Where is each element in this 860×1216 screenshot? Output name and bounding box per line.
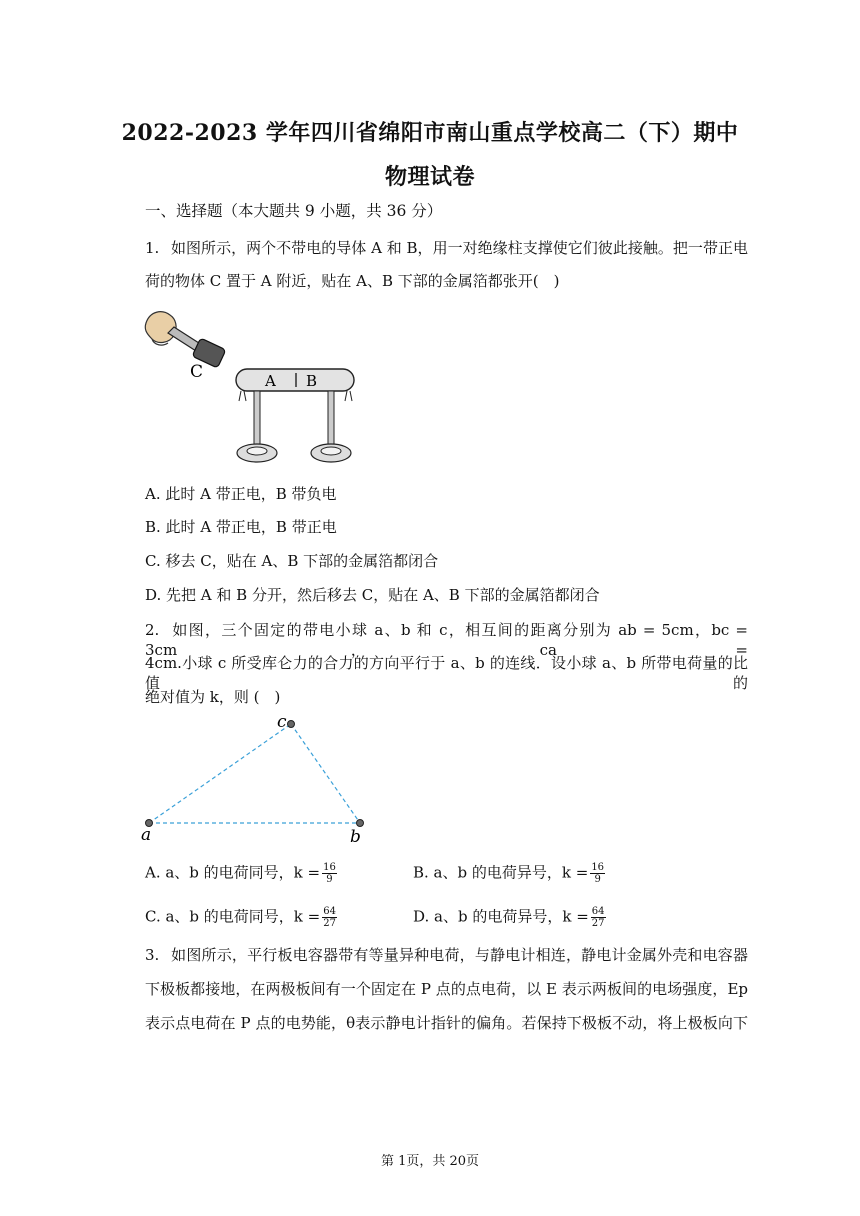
q2-option-d <box>413 906 606 929</box>
q2-option-c-text: C. a、b 的电荷同号，k = <box>145 907 321 926</box>
q1-text-1: 如图所示，两个不带电的导体 A 和 B，用一对绝缘柱支撑使它们彼此接触。把一带正电 <box>171 239 748 257</box>
page-subtitle: 物理试卷 <box>384 164 475 190</box>
q2-option-b-text: B. a、b 的电荷异号，k = <box>413 863 589 882</box>
q2-figure <box>138 712 370 847</box>
q2-option-c <box>145 906 337 929</box>
q1-number: 1. <box>145 239 160 257</box>
q2-option-a-text: A. a、b 的电荷同号，k = <box>145 863 321 882</box>
q1-option-c: C. 移去 C，贴在 A、B 下部的金属箔都闭合 <box>145 552 439 570</box>
q2-line2: 4cm.小球 c 所受库仑力的合力的方向平行于 a、b 的连线．设小球 a、b 所带电荷量的比值的 <box>145 654 748 692</box>
q2-option-b <box>413 862 605 885</box>
q2-number: 2. <box>145 621 160 639</box>
q2-option-c-fraction: $\frac{64}{27}$ <box>323 906 336 929</box>
q1-line2: 荷的物体 C 置于 A 附近，贴在 A、B 下部的金属箔都张开( ) <box>145 272 560 290</box>
q3-line3: 表示点电荷在 P 点的电势能，θ表示静电计指针的偏角。若保持下极板不动，将上极板向下 <box>145 1014 748 1032</box>
q1-label-b: B <box>306 372 318 390</box>
q1-label-c: C <box>190 362 204 382</box>
q2-label-b: b <box>350 827 361 847</box>
q2-text-1: 如图，三个固定的带电小球 a、b 和 c，相互间的距离分别为 ab = 5cm，bc = 3cm，ca = <box>145 621 748 659</box>
q3-number: 3. <box>145 946 160 964</box>
q2-label-c: c <box>277 712 287 732</box>
q1-figure <box>140 305 370 470</box>
q3-line2: 下极板都接地，在两极板间有一个固定在 P 点的点电荷，以 E 表示两板间的电场强度，Ep <box>145 980 748 998</box>
q2-option-d-fraction: $\frac{64}{27}$ <box>591 906 605 929</box>
section-heading: 一、选择题（本大题共 9 小题，共 36 分） <box>145 202 443 220</box>
q3-line1 <box>145 945 748 965</box>
q1-label-a: A <box>265 372 276 390</box>
q2-line3: 绝对值为 k，则 ( ) <box>145 688 281 706</box>
q2-option-d-text: D. a、b 的电荷异号，k = <box>413 907 589 926</box>
page-footer: 第 1页，共 20页 <box>380 1154 480 1169</box>
q1-option-a: A. 此时 A 带正电，B 带负电 <box>145 485 337 503</box>
q2-option-a <box>145 862 337 885</box>
q2-label-a: a <box>141 825 152 845</box>
q1-option-b: B. 此时 A 带正电，B 带正电 <box>145 518 337 536</box>
q2-option-b-fraction: $\frac{16}{9}$ <box>591 862 605 885</box>
page-title: 2022-2023 学年四川省绵阳市南山重点学校高二（下）期中 <box>121 120 739 146</box>
q3-text-1: 如图所示，平行板电容器带有等量异种电荷，与静电计相连，静电计金属外壳和电容器 <box>171 946 748 964</box>
q1-option-d: D. 先把 A 和 B 分开，然后移去 C，贴在 A、B 下部的金属箔都闭合 <box>145 586 600 604</box>
q2-option-a-fraction: $\frac{16}{9}$ <box>323 862 336 885</box>
q1-line1 <box>145 238 748 258</box>
